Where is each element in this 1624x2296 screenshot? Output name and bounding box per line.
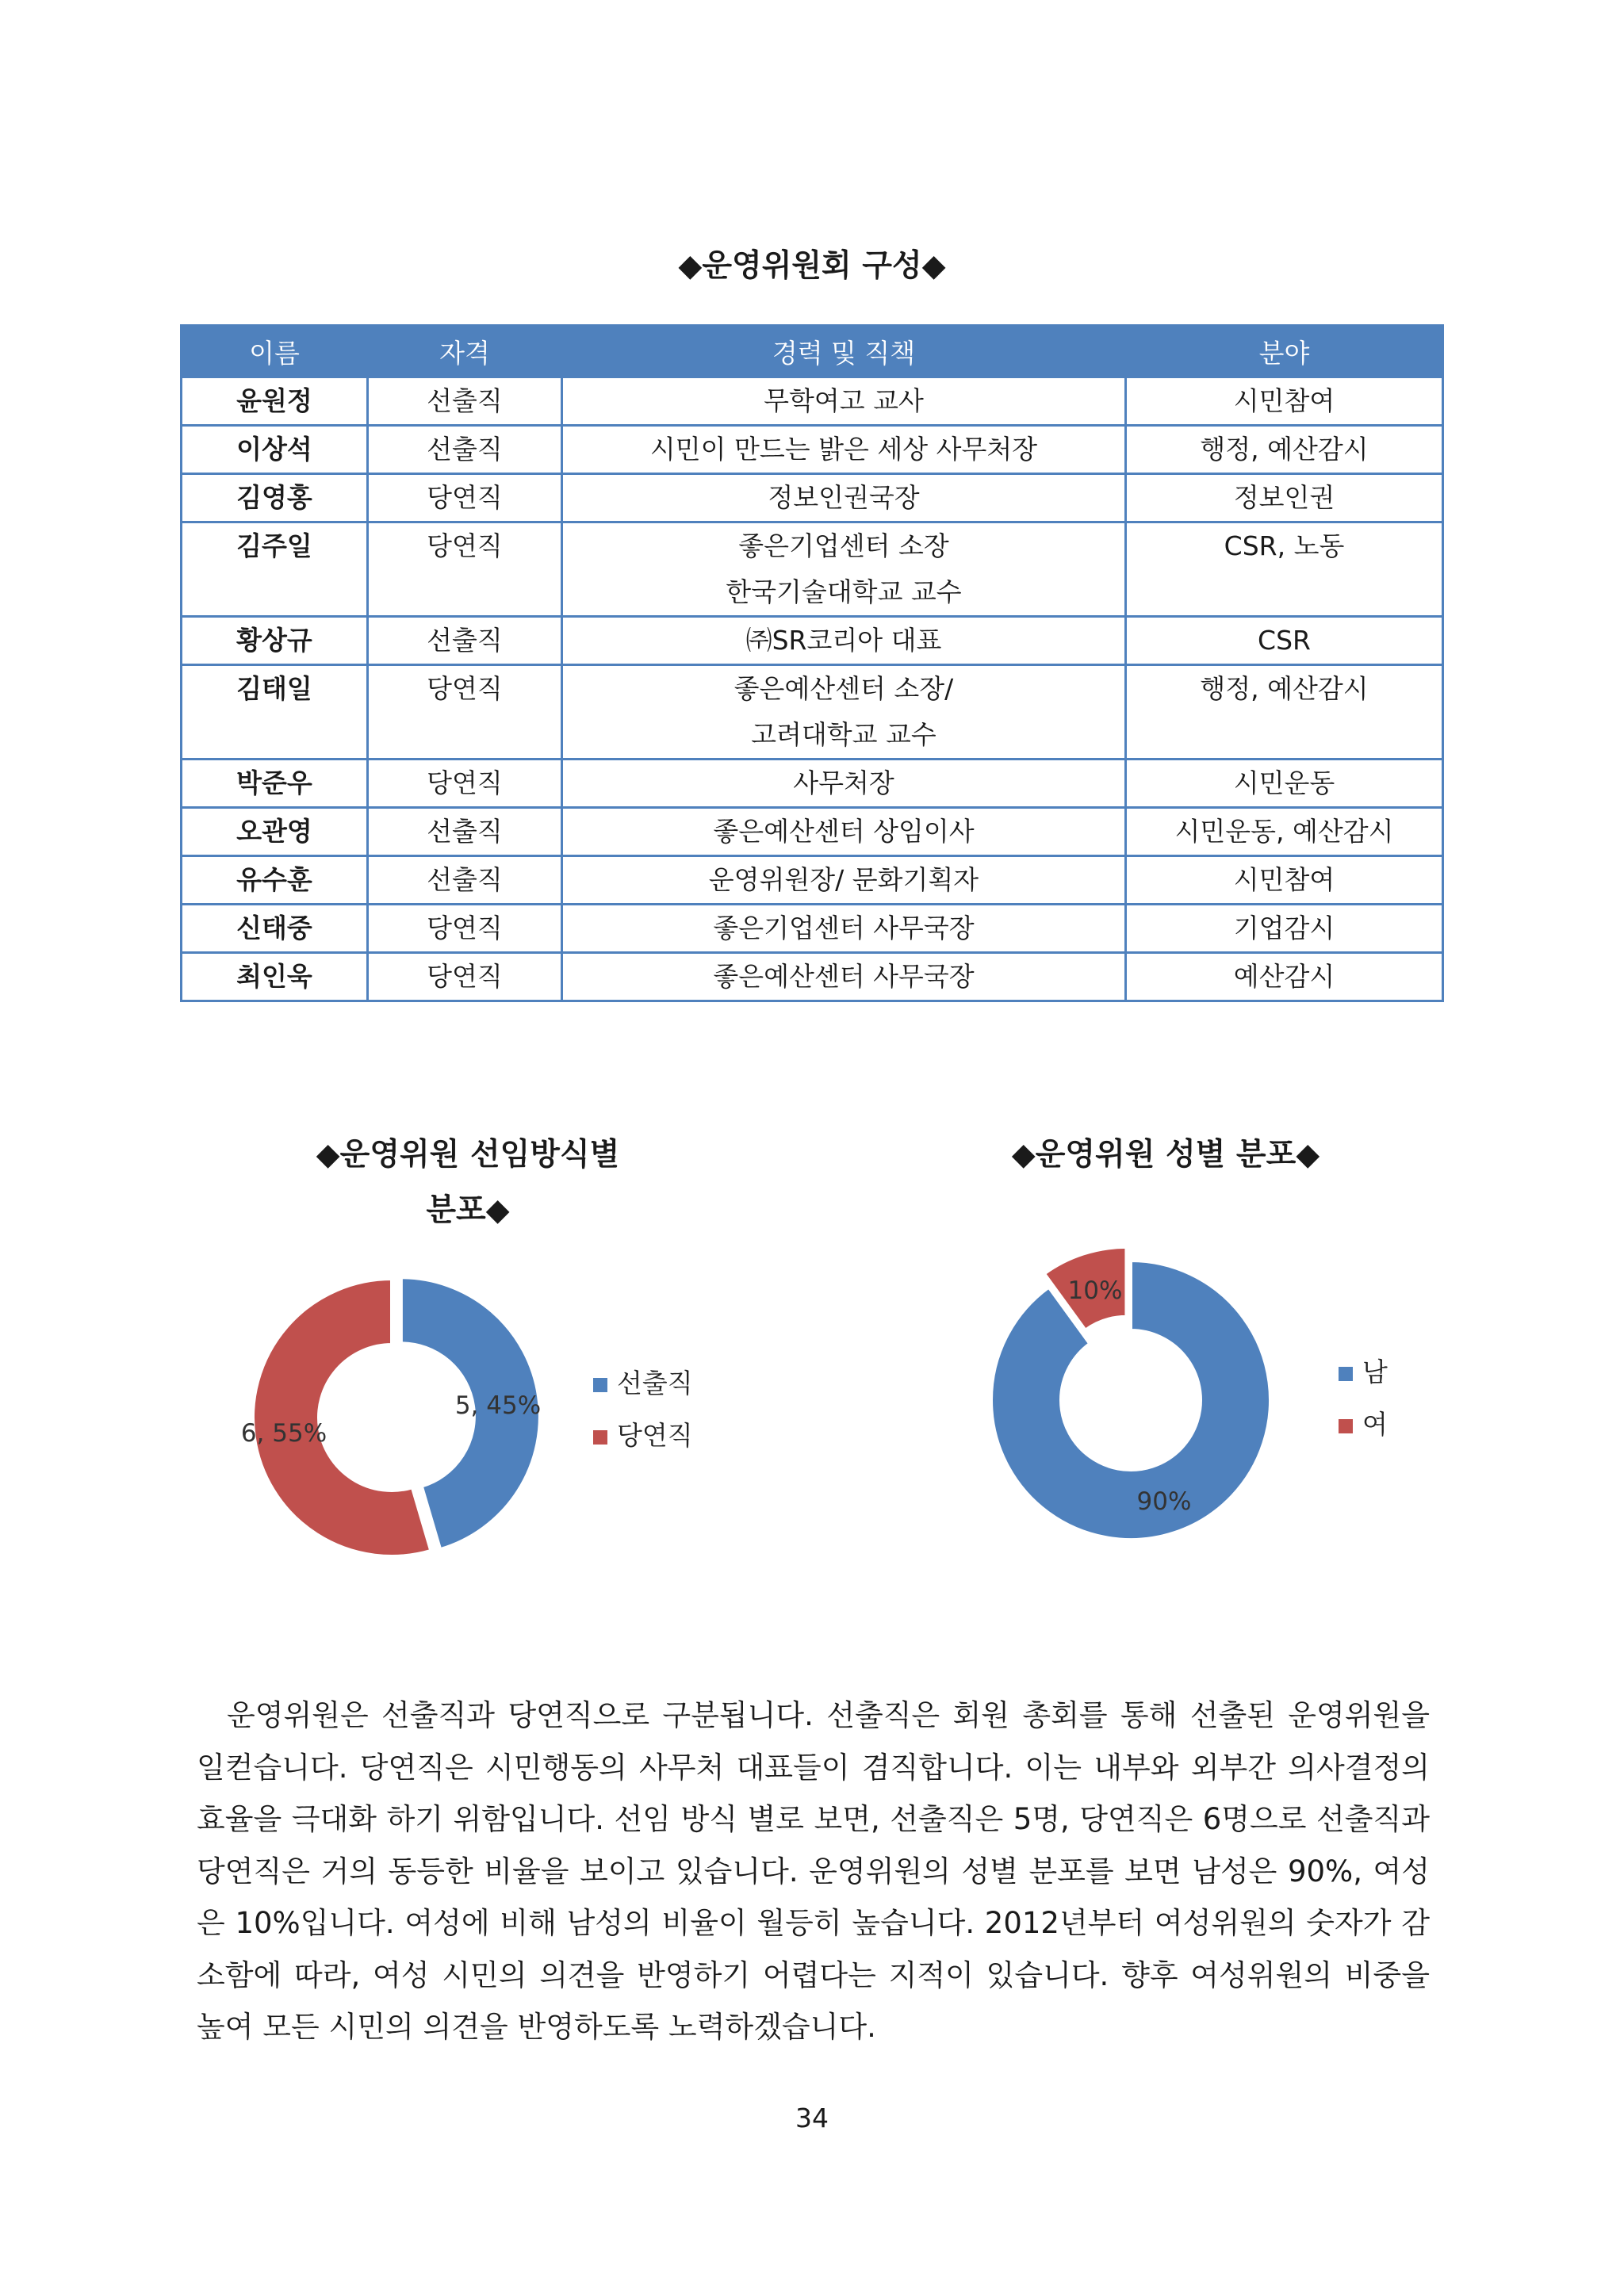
cell-name: 오관영 xyxy=(182,808,368,856)
table-row xyxy=(182,953,1443,1001)
donut-slice-first xyxy=(991,1261,1270,1540)
page-number: 34 xyxy=(795,2103,829,2133)
cell-name: 김주일 xyxy=(182,522,368,617)
cell-name: 최인욱 xyxy=(182,953,368,1001)
selection-method-donut-chart xyxy=(235,1269,774,1570)
table-row xyxy=(182,617,1443,665)
table-row xyxy=(182,760,1443,808)
career-line: ㈜SR코리아 대표 xyxy=(745,625,942,656)
header-career: 경력 및 직책 xyxy=(562,326,1126,377)
cell-qualification: 당연직 xyxy=(368,474,562,522)
table-row xyxy=(182,856,1443,905)
slice-data-label: 90% xyxy=(1136,1487,1192,1516)
cell-name: 신태중 xyxy=(182,905,368,953)
cell-field: 정보인권 xyxy=(1126,474,1443,522)
career-line: 시민이 만드는 밝은 세상 사무처장 xyxy=(649,434,1038,465)
legend-swatch xyxy=(593,1430,607,1445)
cell-name: 윤원정 xyxy=(182,377,368,426)
cell-career xyxy=(562,808,1126,856)
header-field: 분야 xyxy=(1126,326,1443,377)
cell-career xyxy=(562,522,1126,617)
cell-field: 기업감시 xyxy=(1126,905,1443,953)
career-line: 고려대학교 교수 xyxy=(751,719,936,750)
cell-qualification: 당연직 xyxy=(368,760,562,808)
chart-title-selection xyxy=(262,1127,674,1238)
cell-name: 박준우 xyxy=(182,760,368,808)
cell-career xyxy=(562,856,1126,905)
cell-name: 김태일 xyxy=(182,665,368,760)
cell-career xyxy=(562,377,1126,426)
slice-data-label: 5, 45% xyxy=(454,1391,542,1420)
cell-qualification: 선출직 xyxy=(368,808,562,856)
chart-title-gender xyxy=(959,1127,1372,1183)
cell-career xyxy=(562,426,1126,474)
chart-title-line: ◆운영위원 선임방식별 xyxy=(316,1137,620,1173)
cell-qualification: 당연직 xyxy=(368,953,562,1001)
cell-field: CSR, 노동 xyxy=(1126,522,1443,617)
cell-field: 행정, 예산감시 xyxy=(1126,426,1443,474)
career-line: 좋은예산센터 상임이사 xyxy=(713,816,975,847)
cell-field: 시민운동 xyxy=(1126,760,1443,808)
gender-donut-chart xyxy=(966,1245,1410,1562)
career-line: 좋은예산센터 사무국장 xyxy=(713,961,975,992)
page-title: ◆운영위원회 구성◆ xyxy=(678,248,946,284)
cell-career xyxy=(562,905,1126,953)
table-row xyxy=(182,377,1443,426)
cell-qualification: 선출직 xyxy=(368,617,562,665)
cell-field: 행정, 예산감시 xyxy=(1126,665,1443,760)
career-line: 무학여고 교사 xyxy=(764,385,924,416)
cell-field: CSR xyxy=(1126,617,1443,665)
cell-field: 시민운동, 예산감시 xyxy=(1126,808,1443,856)
cell-qualification: 선출직 xyxy=(368,377,562,426)
cell-field: 시민참여 xyxy=(1126,856,1443,905)
cell-name: 유수훈 xyxy=(182,856,368,905)
cell-career xyxy=(562,474,1126,522)
career-line: 좋은기업센터 소장 xyxy=(738,530,949,561)
legend-label: 남 xyxy=(1362,1357,1388,1387)
cell-qualification: 당연직 xyxy=(368,522,562,617)
cell-qualification: 당연직 xyxy=(368,905,562,953)
cell-career xyxy=(562,617,1126,665)
table-row xyxy=(182,474,1443,522)
legend-swatch xyxy=(593,1378,607,1392)
cell-field: 예산감시 xyxy=(1126,953,1443,1001)
committee-table xyxy=(180,324,1444,1002)
cell-name: 황상규 xyxy=(182,617,368,665)
chart-title-line: 분포◆ xyxy=(426,1192,510,1228)
cell-name: 김영홍 xyxy=(182,474,368,522)
slice-data-label: 6, 55% xyxy=(240,1419,327,1448)
career-line: 사무처장 xyxy=(793,767,894,798)
legend-label: 여 xyxy=(1362,1409,1388,1440)
chart-title-line: ◆운영위원 성별 분포◆ xyxy=(1011,1137,1320,1173)
career-line: 좋은기업센터 사무국장 xyxy=(713,913,975,943)
legend-label: 선출직 xyxy=(617,1368,693,1399)
legend-swatch xyxy=(1339,1419,1353,1433)
legend-swatch xyxy=(1339,1367,1353,1381)
cell-field: 시민참여 xyxy=(1126,377,1443,426)
slice-data-label: 10% xyxy=(1067,1276,1123,1305)
cell-qualification: 당연직 xyxy=(368,665,562,760)
header-name: 이름 xyxy=(182,326,368,377)
cell-qualification: 선출직 xyxy=(368,426,562,474)
career-line: 정보인권국장 xyxy=(768,482,920,513)
cell-career xyxy=(562,760,1126,808)
career-line: 운영위원장/ 문화기획자 xyxy=(708,864,979,895)
table-row xyxy=(182,426,1443,474)
table-row xyxy=(182,665,1443,760)
legend-label: 당연직 xyxy=(617,1420,693,1451)
cell-career xyxy=(562,665,1126,760)
career-line: 한국기술대학교 교수 xyxy=(726,576,962,607)
table-row xyxy=(182,905,1443,953)
cell-name: 이상석 xyxy=(182,426,368,474)
cell-qualification: 선출직 xyxy=(368,856,562,905)
table-row xyxy=(182,808,1443,856)
body-paragraph: 운영위원은 선출직과 당연직으로 구분됩니다. 선출직은 회원 총회를 통해 선출된 운영위원을 일컫습니다. 당연직은 시민행동의 사무처 대표들이 겸직합니다. 이는 내부와 외부간 의사결정의 효율을 극대화 하기 위함입니다. 선임 방식 별로 보면, 선출직은 5명, 당연직은 6명으로 선출직과 당연직은 거의 동등한 비율을 보이고 있습니다. 운영위원의 성별 분포를 보면 남성은 90%, 여성은 10%입니다. 여성에 비해 남성의 비율이 월등히 높습니다. 2012년부터 여성위원의 숫자가 감소함에 따라, 여성 시민의 의견을 반영하기 어렵다는 지적이 있습니다. 향후 여성위원의 비중을 높여 모든 시민의 의견을 반영하도록 노력하겠습니다. xyxy=(197,1698,1430,2044)
cell-career xyxy=(562,953,1126,1001)
header-qualification: 자격 xyxy=(368,326,562,377)
table-row xyxy=(182,522,1443,617)
table-header-row xyxy=(182,326,1443,377)
career-line: 좋은예산센터 소장/ xyxy=(733,673,954,704)
